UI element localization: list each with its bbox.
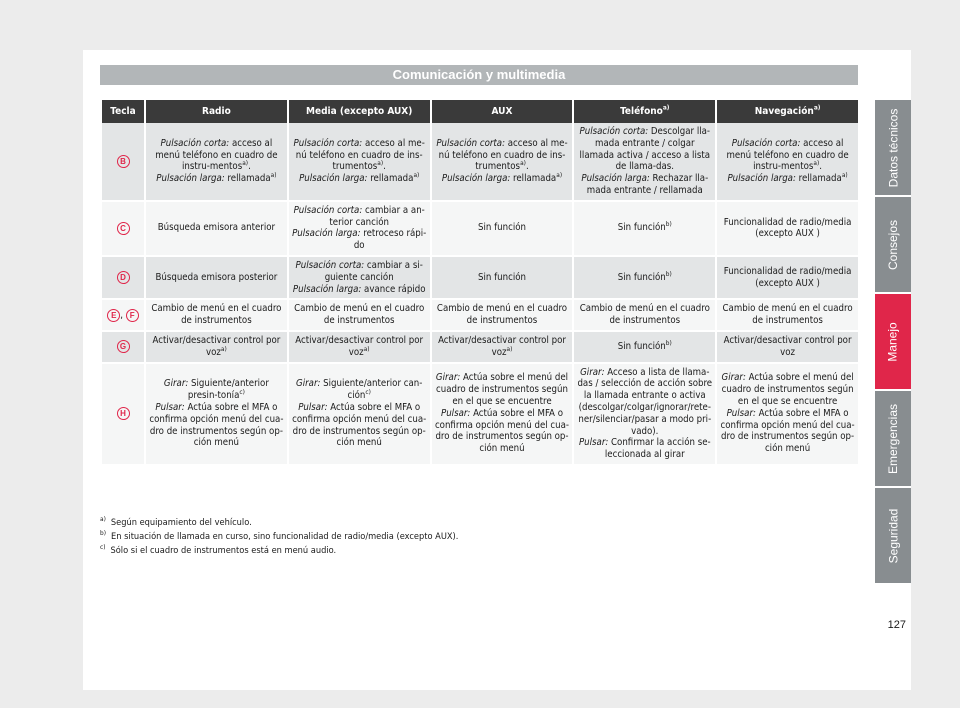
column-header-label: Navegación: [754, 105, 814, 117]
cell-text: cambiar a an-terior canción: [329, 204, 425, 228]
cell-text: Actúa sobre el menú del cuadro de instrumentos según en el que se encuentre: [721, 372, 854, 408]
table-cell: [289, 257, 430, 300]
table-cell: [146, 364, 287, 466]
footnote-mark: c): [100, 542, 106, 551]
table-cell: [717, 257, 858, 300]
key-cell: [102, 123, 144, 202]
table-cell: [574, 300, 715, 332]
footnote-ref: a): [813, 103, 821, 112]
key-badge: F: [126, 309, 139, 322]
cell-text: Cambio de menú en el cuadro de instrumentos: [722, 303, 853, 327]
section-title: Comunicación y multimedia: [100, 65, 858, 85]
key-cell: [102, 364, 144, 466]
cell-label: Pulsación corta:: [579, 126, 649, 137]
table-cell: [289, 202, 430, 257]
tab-label: Manejo: [886, 321, 901, 362]
footnote-ref: a): [363, 344, 370, 353]
cell-text: Cambio de menú en el cuadro de instrumentos: [436, 303, 568, 327]
cell-text: Acceso a lista de llama-das / selección de acción sobre la llamada entrante o activa (descolgar/colgar/ignorar/rete-ner/silenciar/pasar a modo pri-vado).: [577, 366, 713, 437]
column-header: [102, 100, 144, 123]
cell-label: Pulsación larga:: [292, 228, 361, 240]
table-cell: [146, 332, 287, 364]
table-cell: [432, 257, 573, 300]
column-header: [432, 100, 573, 123]
key-cell: E , F: [102, 300, 144, 332]
key-badge: D: [117, 271, 130, 284]
cell-label: Pulsación corta:: [436, 137, 505, 149]
cell-label: Pulsación larga:: [156, 173, 225, 185]
footnote-ref: b): [665, 220, 672, 229]
cell-label: Pulsación larga:: [292, 283, 362, 295]
table-row: [102, 364, 858, 466]
column-header-label: AUX: [491, 105, 513, 117]
table-cell: [432, 123, 573, 202]
column-header-label: Radio: [202, 105, 231, 117]
cell-text: rellamada: [510, 173, 557, 185]
table-cell: [289, 300, 430, 332]
cell-text: Descolgar lla-mada entrante / colgar llamada activa / acceso a lista de llama-das.: [579, 126, 711, 173]
footnote-ref: a): [377, 159, 384, 168]
cell-text: Funcionalidad de radio/media (excepto AUX ): [723, 216, 852, 240]
cell-label: Girar:: [163, 378, 189, 390]
footnote-ref: b): [665, 338, 672, 347]
cell-text: Sin función: [617, 340, 666, 352]
footnote-ref: a): [841, 171, 848, 179]
cell-text: acceso al menú teléfono en cuadro de instru-mentos: [155, 137, 278, 173]
cell-text: acceso al me-nú teléfono en cuadro de ins-trumentos: [438, 137, 568, 173]
table-cell: [574, 202, 715, 257]
cell-label: Girar:: [435, 372, 461, 384]
cell-label: Pulsación larga:: [299, 173, 368, 185]
cell-label: Pulsar:: [726, 407, 756, 419]
cell-text: Activar/desactivar control por voz: [438, 334, 566, 358]
key-badge: H: [117, 407, 130, 420]
cell-text: Activar/desactivar control por voz: [723, 334, 852, 358]
table-cell: [146, 300, 287, 332]
cell-label: Pulsar:: [155, 401, 185, 413]
footnote: [100, 516, 860, 530]
tab-datos-t-cnicos[interactable]: [875, 100, 911, 195]
table-cell: [574, 123, 715, 202]
cell-label: Girar:: [721, 372, 746, 384]
footnote-ref: a): [813, 159, 820, 168]
cell-text: .: [819, 161, 823, 173]
footnote-ref: a): [413, 171, 420, 179]
key-badge: E: [107, 309, 120, 322]
table-cell: [432, 300, 573, 332]
cell-text: Confirmar la acción se-leccionada al girar: [604, 437, 711, 461]
column-header-label: Tecla: [110, 105, 136, 117]
cell-text: .: [525, 161, 529, 173]
cell-text: Activar/desactivar control por voz: [152, 334, 281, 358]
table-row: [102, 332, 858, 364]
cell-text: acceso al menú teléfono en cuadro de instru-mentos: [726, 137, 849, 173]
table-cell: [146, 257, 287, 300]
cell-label: Pulsación corta:: [731, 137, 801, 149]
cell-text: Cambio de menú en el cuadro de instrumentos: [579, 303, 710, 327]
table-cell: [432, 364, 573, 466]
key-badge: B: [117, 155, 130, 168]
footnote-text: Sólo si el cuadro de instrumentos está en menú audio.: [110, 545, 337, 556]
cell-text: Sin función: [478, 222, 526, 234]
cell-text: Activar/desactivar control por voz: [295, 334, 424, 358]
footnote-ref: c): [239, 387, 245, 396]
footnote-ref: a): [556, 171, 563, 179]
table-cell: [432, 332, 573, 364]
table-body: [102, 123, 858, 466]
footnotes: [100, 516, 860, 558]
cell-text: Siguiente/anterior can-ción: [320, 378, 423, 402]
cell-text: Búsqueda emisora anterior: [157, 222, 276, 234]
footnote-ref: b): [665, 269, 672, 278]
table-cell: [717, 332, 858, 364]
cell-label: Girar:: [580, 366, 605, 378]
footnote-text: Según equipamiento del vehículo.: [110, 517, 252, 528]
key-cell: [102, 257, 144, 300]
cell-label: Pulsación corta:: [293, 137, 363, 149]
column-header: [717, 100, 858, 123]
tab-label: Consejos: [886, 219, 900, 270]
cell-text: Siguiente/anterior presin-tonía: [187, 378, 269, 402]
table-row: [102, 257, 858, 300]
table-cell: [574, 364, 715, 466]
table-header-row: [102, 100, 858, 123]
table-cell: [432, 202, 573, 257]
key-cell: [102, 332, 144, 364]
cell-label: Pulsación larga:: [581, 173, 650, 185]
column-header-label: Media (excepto AUX): [306, 105, 413, 117]
footnote-mark: a): [100, 514, 106, 523]
footnote-ref: c): [365, 387, 371, 396]
cell-label: Pulsación larga:: [727, 173, 796, 185]
table-row: [102, 123, 858, 202]
cell-text: rellamada: [224, 173, 271, 185]
cell-label: Girar:: [296, 378, 321, 390]
cell-text: Funcionalidad de radio/media (excepto AUX ): [723, 265, 852, 289]
footnote: [100, 544, 860, 558]
footnote-ref: a): [270, 171, 277, 179]
controls-table: [100, 100, 860, 466]
table-cell: [717, 202, 858, 257]
cell-text: Cambio de menú en el cuadro de instrumentos: [294, 303, 425, 327]
footnote-ref: a): [220, 344, 227, 353]
column-header-label: Teléfono: [620, 105, 663, 117]
cell-label: Pulsar:: [441, 407, 471, 419]
cell-text: rellamada: [367, 173, 414, 185]
key-cell: [102, 202, 144, 257]
table-cell: [574, 257, 715, 300]
tab-consejos[interactable]: [875, 197, 911, 292]
page-number: 127: [887, 619, 906, 631]
cell-label: Pulsación corta:: [160, 137, 230, 149]
table-row: [102, 202, 858, 257]
tab-seguridad[interactable]: [875, 488, 911, 583]
table-cell: [289, 332, 430, 364]
footnote-ref: a): [662, 103, 670, 112]
table-cell: [717, 300, 858, 332]
tab-label: Emergencias: [886, 403, 900, 474]
key-badge: C: [117, 222, 130, 235]
cell-text: Rechazar lla-mada entrante / rellamada: [586, 173, 709, 196]
cell-text: acceso al me-nú teléfono en cuadro de ins-trumentos: [295, 137, 425, 173]
column-header: [574, 100, 715, 123]
cell-text: Sin función: [617, 271, 666, 283]
cell-text: Actúa sobre el MFA o confirma opción menú del cua-dro de instrumentos según op-ción menú: [434, 407, 570, 455]
footnote-ref: a): [242, 159, 249, 168]
footnote-mark: b): [100, 528, 106, 537]
table-row: [102, 300, 858, 332]
key-badge: G: [117, 340, 130, 353]
column-header: [289, 100, 430, 123]
cell-text: .: [248, 161, 251, 173]
table-cell: [717, 364, 858, 466]
table-cell: [146, 123, 287, 202]
tab-emergencias[interactable]: [875, 391, 911, 486]
cell-label: Pulsación corta:: [293, 204, 363, 216]
tab-label: Datos técnicos: [886, 108, 901, 187]
cell-text: .: [383, 161, 386, 173]
cell-label: Pulsar:: [298, 401, 328, 413]
cell-text: Actúa sobre el MFA o confirma opción menú del cua-dro de instrumentos según op-ción menú: [292, 401, 427, 449]
footnote-ref: a): [506, 344, 513, 353]
footnote: [100, 530, 860, 544]
cell-label: Pulsar:: [578, 437, 609, 449]
table-cell: [289, 364, 430, 466]
table-cell: [146, 202, 287, 257]
cell-label: Pulsación larga:: [441, 173, 511, 185]
cell-text: Actúa sobre el MFA o confirma opción menú del cua-dro de instrumentos según op-ción menú: [720, 407, 855, 455]
cell-label: Pulsación corta:: [295, 259, 365, 271]
cell-text: Sin función: [617, 222, 666, 234]
cell-text: retroceso rápi-do: [353, 228, 427, 252]
cell-text: Cambio de menú en el cuadro de instrumentos: [151, 303, 282, 327]
tab-label: Seguridad: [886, 508, 900, 563]
column-header: [146, 100, 287, 123]
tab-manejo[interactable]: [875, 294, 911, 389]
cell-text: Búsqueda emisora posterior: [155, 271, 278, 283]
footnote-ref: a): [520, 159, 526, 168]
table-cell: [574, 332, 715, 364]
table-cell: [289, 123, 430, 202]
table-cell: [717, 123, 858, 202]
footnote-text: En situación de llamada en curso, sino funcionalidad de radio/media (excepto AUX).: [111, 531, 459, 542]
cell-text: avance rápido: [361, 283, 426, 295]
cell-text: rellamada: [795, 173, 842, 185]
cell-text: Actúa sobre el MFA o confirma opción menú del cua-dro de instrumentos según op-ción menú: [149, 401, 284, 449]
cell-text: Sin función: [478, 271, 526, 283]
cell-text: cambiar a si-guiente canción: [324, 259, 423, 283]
cell-text: Actúa sobre el menú del cuadro de instrumentos según en el que se encuentre: [436, 372, 569, 408]
